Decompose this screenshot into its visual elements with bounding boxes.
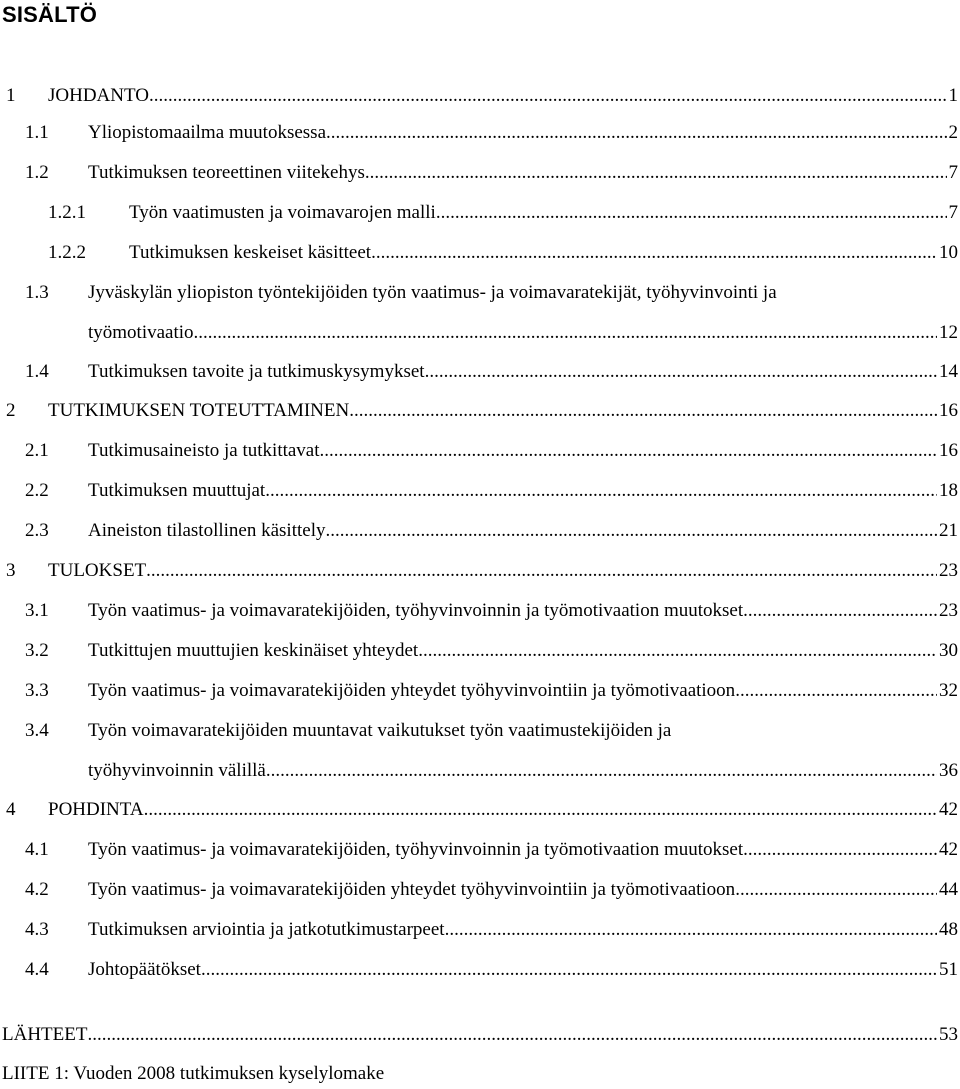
toc-entry-leader	[88, 476, 958, 506]
toc-entry-page: 44	[939, 879, 958, 900]
toc-entry-number: 3.3	[25, 680, 49, 701]
toc-entry-title: Tutkimusaineisto ja tutkittavat	[88, 440, 320, 461]
toc-entry-leader	[48, 396, 958, 426]
toc-entry-leader	[2, 1020, 958, 1050]
toc-entry-leader	[88, 357, 958, 387]
toc-entry-page: 51	[939, 959, 958, 980]
toc-entry-number: 1.4	[25, 361, 49, 382]
toc-entry-page: 42	[939, 799, 958, 820]
toc-entry-leader	[88, 875, 958, 905]
toc-entry-number: 1	[6, 85, 16, 106]
toc-entry-page: 16	[939, 440, 958, 461]
toc-entry-number: 4.2	[25, 879, 49, 900]
toc-entry-title: Työn vaatimus- ja voimavaratekijöiden yhteydet työhyvinvointiin ja työmotivaatioon	[88, 680, 736, 701]
toc-entry-title: TULOKSET	[48, 560, 147, 581]
toc-entry-title: POHDINTA	[48, 799, 144, 820]
toc-entry-page: 1	[948, 85, 958, 106]
dot-leader	[87, 1020, 937, 1050]
toc-entry-page: 23	[939, 600, 958, 621]
toc-entry-1-2-1[interactable]	[0, 198, 960, 228]
toc-entry-title: Työn vaatimus- ja voimavaratekijöiden, työhyvinvoinnin ja työmotivaation muutokset	[88, 600, 744, 621]
toc-entry-page: 30	[939, 640, 958, 661]
toc-entry-title: Tutkimuksen tavoite ja tutkimuskysymykset	[88, 361, 425, 382]
toc-entry-number: 2.2	[25, 480, 49, 501]
toc-title: SISÄLTÖ	[2, 2, 98, 27]
toc-entry-title: Työn voimavaratekijöiden muuntavat vaikutukset työn vaatimustekijöiden ja	[88, 720, 672, 741]
toc-entry-leader	[88, 596, 958, 626]
dot-leader	[201, 955, 937, 985]
toc-entry-number: 2.3	[25, 520, 49, 541]
toc-entry-leader	[48, 795, 958, 825]
toc-entry-number: 1.2	[25, 162, 49, 183]
dot-leader	[265, 476, 937, 506]
toc-entry-number: 3.4	[25, 720, 49, 741]
toc-entry-leader	[88, 636, 958, 666]
toc-entry-number: 2.1	[25, 440, 49, 461]
toc-entry-number: 1.2.1	[48, 202, 86, 223]
toc-entry-3-1[interactable]	[0, 596, 960, 626]
toc-entry-number: 3	[6, 560, 16, 581]
dot-leader	[325, 516, 937, 546]
toc-entry-number: 4.4	[25, 959, 49, 980]
toc-entry-title: Työn vaatimus- ja voimavaratekijöiden yhteydet työhyvinvointiin ja työmotivaatioon	[88, 879, 736, 900]
dot-leader	[743, 835, 937, 865]
toc-entry-number: 1.1	[25, 122, 49, 143]
toc-entry-title: Yliopistomaailma muutoksessa	[88, 122, 327, 143]
toc-entry-appendix[interactable]	[0, 1059, 960, 1089]
toc-entry-number: 4.1	[25, 839, 49, 860]
toc-entry-page: 32	[939, 680, 958, 701]
toc-entry-leader	[88, 118, 958, 148]
toc-entry-4[interactable]	[0, 795, 960, 825]
toc-entry-title: Työn vaatimus- ja voimavaratekijöiden, työhyvinvoinnin ja työmotivaation muutokset	[88, 839, 744, 860]
toc-entry-number: 4	[6, 799, 16, 820]
toc-entry-title-continued: työhyvinvoinnin välillä	[88, 760, 266, 781]
toc-entry-3-2[interactable]	[0, 636, 960, 666]
toc-entry-page: 21	[939, 520, 958, 541]
toc-entry-4-3[interactable]	[0, 915, 960, 945]
toc-entry-leader	[88, 756, 958, 786]
dot-leader	[266, 756, 937, 786]
toc-entry-2-1[interactable]	[0, 436, 960, 466]
toc-entry-number: 3.1	[25, 600, 49, 621]
dot-leader	[326, 118, 946, 148]
toc-entry-3-4[interactable]	[0, 716, 960, 746]
toc-entry-2-2[interactable]	[0, 476, 960, 506]
toc-entry-number: 1.3	[25, 282, 49, 303]
toc-entry-leader	[88, 318, 958, 348]
toc-entry-number: 4.3	[25, 919, 49, 940]
toc-entry-4-1[interactable]	[0, 835, 960, 865]
toc-entry-page: 23	[939, 560, 958, 581]
toc-entry-3[interactable]	[0, 556, 960, 586]
toc-entry-1-2-2[interactable]	[0, 238, 960, 268]
toc-entry-page: 10	[939, 242, 958, 263]
dot-leader	[146, 556, 937, 586]
toc-entry-1-3[interactable]	[0, 278, 960, 308]
toc-entry-title: Tutkimuksen keskeiset käsitteet	[129, 242, 372, 263]
toc-entry-number: 2	[6, 400, 16, 421]
dot-leader	[735, 875, 937, 905]
toc-entry-1[interactable]	[0, 81, 960, 111]
toc-entry-title: Tutkimuksen arviointia ja jatkotutkimustarpeet	[88, 919, 445, 940]
toc-entry-title: Tutkimuksen muuttujat	[88, 480, 266, 501]
toc-entry-title: JOHDANTO	[48, 85, 149, 106]
toc-entry-title: Tutkittujen muuttujien keskinäiset yhteydet	[88, 640, 419, 661]
toc-entry-page: 16	[939, 400, 958, 421]
dot-leader	[425, 357, 937, 387]
toc-entry-1-3-continued[interactable]	[0, 318, 960, 348]
toc-entry-page: 2	[948, 122, 958, 143]
toc-entry-leader	[48, 81, 958, 111]
toc-entry-title-continued: työmotivaatio	[88, 322, 194, 343]
toc-entry-page: 12	[939, 322, 958, 343]
dot-leader	[445, 915, 937, 945]
toc-entry-leader	[88, 158, 958, 188]
dot-leader	[144, 795, 937, 825]
toc-entry-4-4[interactable]	[0, 955, 960, 985]
toc-entry-title: LIITE 1: Vuoden 2008 tutkimuksen kyselylomake	[2, 1063, 385, 1084]
toc-entry-number: 1.2.2	[48, 242, 86, 263]
dot-leader	[149, 81, 947, 111]
toc-entry-references[interactable]	[0, 1020, 960, 1050]
dot-leader	[349, 396, 937, 426]
dot-leader	[365, 158, 947, 188]
toc-entry-leader	[48, 556, 958, 586]
toc-entry-page: 7	[948, 202, 958, 223]
dot-leader	[743, 596, 937, 626]
toc-entry-page: 7	[948, 162, 958, 183]
toc-entry-title: Työn vaatimusten ja voimavarojen malli	[129, 202, 436, 223]
toc-entry-page: 18	[939, 480, 958, 501]
toc-entry-leader	[88, 915, 958, 945]
toc-entry-page: 48	[939, 919, 958, 940]
toc-entry-3-3[interactable]	[0, 676, 960, 706]
toc-entry-2-3[interactable]	[0, 516, 960, 546]
toc-entry-leader	[88, 835, 958, 865]
toc-entry-3-4-continued[interactable]	[0, 756, 960, 786]
toc-entry-leader	[129, 238, 958, 268]
toc-entry-page: 53	[939, 1024, 958, 1045]
toc-entry-title: LÄHTEET	[2, 1024, 88, 1045]
toc-entry-number: 3.2	[25, 640, 49, 661]
toc-entry-page: 42	[939, 839, 958, 860]
toc-entry-page: 14	[939, 361, 958, 382]
toc-entry-1-4[interactable]	[0, 357, 960, 387]
toc-entry-title: Jyväskylän yliopiston työntekijöiden työn vaatimus- ja voimavaratekijät, työhyvinvointi ja	[88, 282, 777, 303]
dot-leader	[371, 238, 937, 268]
toc-entry-leader	[88, 955, 958, 985]
toc-entry-leader	[88, 676, 958, 706]
toc-entry-1-1[interactable]	[0, 118, 960, 148]
toc-entry-leader	[88, 516, 958, 546]
dot-leader	[320, 436, 937, 466]
toc-entry-page: 36	[939, 760, 958, 781]
toc-entry-4-2[interactable]	[0, 875, 960, 905]
toc-entry-title: Tutkimuksen teoreettinen viitekehys	[88, 162, 365, 183]
toc-entry-title: TUTKIMUKSEN TOTEUTTAMINEN	[48, 400, 350, 421]
toc-entry-leader	[88, 436, 958, 466]
toc-entry-title: Johtopäätökset	[88, 959, 201, 980]
toc-entry-1-2[interactable]	[0, 158, 960, 188]
toc-entry-leader	[129, 198, 958, 228]
toc-entry-2[interactable]	[0, 396, 960, 426]
dot-leader	[436, 198, 947, 228]
toc-entry-title: Aineiston tilastollinen käsittely	[88, 520, 326, 541]
dot-leader	[735, 676, 937, 706]
dot-leader	[418, 636, 937, 666]
dot-leader	[194, 318, 937, 348]
